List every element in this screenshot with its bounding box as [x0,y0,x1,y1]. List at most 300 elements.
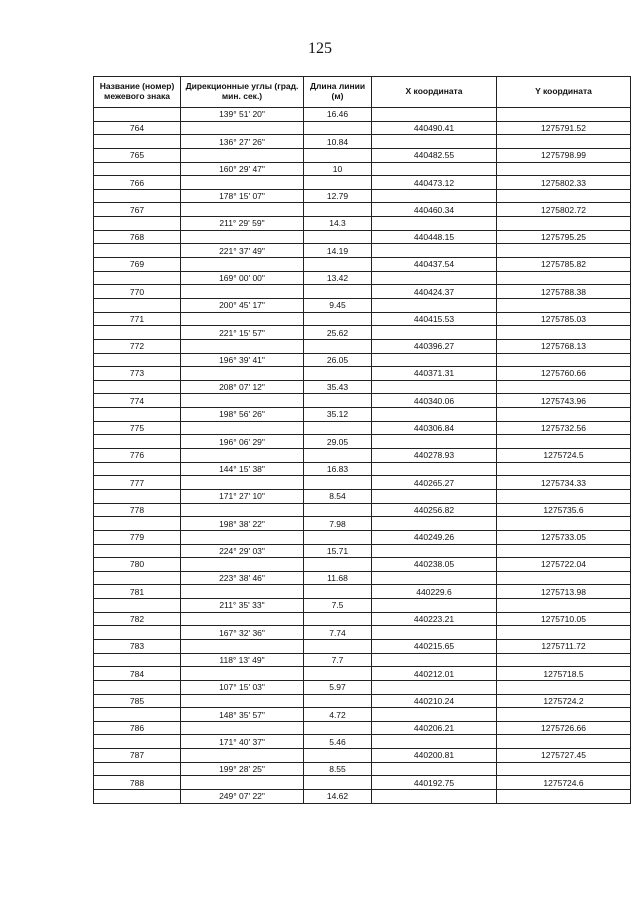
segment-row [94,653,631,667]
empty-cell [497,189,631,203]
segment-row [94,271,631,285]
empty-cell [94,326,181,340]
table-header-row [94,77,631,108]
y-coordinate-cell: 1275724.6 [497,776,631,790]
length-cell: 8.54 [304,489,372,503]
point-id-cell: 788 [94,776,181,790]
empty-cell [304,367,372,381]
empty-cell [372,108,497,122]
empty-cell [304,203,372,217]
point-id-cell: 765 [94,148,181,162]
point-row [94,667,631,681]
x-coordinate-cell: 440371.31 [372,367,497,381]
length-cell: 15.71 [304,544,372,558]
empty-cell [372,571,497,585]
y-coordinate-cell: 1275735.6 [497,503,631,517]
point-row [94,749,631,763]
empty-cell [181,558,304,572]
bearing-cell: 148° 35' 57" [181,708,304,722]
empty-cell [304,394,372,408]
x-coordinate-cell: 440212.01 [372,667,497,681]
empty-cell [181,503,304,517]
bearing-cell: 208° 07' 12" [181,380,304,394]
segment-row [94,189,631,203]
bearing-cell: 198° 38' 22" [181,517,304,531]
empty-cell [372,790,497,804]
point-row [94,176,631,190]
empty-cell [94,599,181,613]
bearing-cell: 198° 56' 26" [181,408,304,422]
point-row [94,258,631,272]
bearing-cell: 171° 27' 10" [181,489,304,503]
segment-row [94,326,631,340]
point-id-cell: 781 [94,585,181,599]
empty-cell [181,121,304,135]
point-row [94,312,631,326]
empty-cell [497,217,631,231]
empty-cell [497,653,631,667]
bearing-cell: 223° 38' 46" [181,571,304,585]
empty-cell [304,558,372,572]
x-coordinate-cell: 440437.54 [372,258,497,272]
point-row [94,612,631,626]
length-cell: 7.7 [304,653,372,667]
y-coordinate-cell: 1275788.38 [497,285,631,299]
segment-row [94,489,631,503]
empty-cell [372,353,497,367]
empty-cell [181,339,304,353]
empty-cell [94,298,181,312]
empty-cell [94,271,181,285]
empty-cell [181,394,304,408]
point-id-cell: 767 [94,203,181,217]
segment-row [94,790,631,804]
length-cell: 16.83 [304,462,372,476]
empty-cell [94,217,181,231]
x-coordinate-cell: 440206.21 [372,721,497,735]
length-cell: 26.05 [304,353,372,367]
empty-cell [94,653,181,667]
point-row [94,585,631,599]
y-coordinate-cell: 1275798.99 [497,148,631,162]
empty-cell [372,735,497,749]
point-row [94,776,631,790]
bearing-cell: 118° 13' 49" [181,653,304,667]
segment-row [94,380,631,394]
y-coordinate-cell: 1275711.72 [497,639,631,653]
point-row [94,449,631,463]
y-coordinate-cell: 1275795.25 [497,230,631,244]
empty-cell [497,735,631,749]
bearing-cell: 107° 15' 03" [181,680,304,694]
y-coordinate-cell: 1275732.56 [497,421,631,435]
empty-cell [94,735,181,749]
empty-cell [94,135,181,149]
point-id-cell: 785 [94,694,181,708]
bearing-cell: 144° 15' 38" [181,462,304,476]
empty-cell [94,680,181,694]
empty-cell [372,298,497,312]
segment-row [94,298,631,312]
length-cell: 4.72 [304,708,372,722]
bearing-cell: 200° 45' 17" [181,298,304,312]
point-id-cell: 779 [94,530,181,544]
point-id-cell: 769 [94,258,181,272]
empty-cell [304,749,372,763]
empty-cell [372,271,497,285]
segment-row [94,735,631,749]
point-row [94,203,631,217]
bearing-cell: 221° 37' 49" [181,244,304,258]
empty-cell [181,148,304,162]
empty-cell [94,790,181,804]
empty-cell [181,421,304,435]
empty-cell [181,367,304,381]
point-row [94,476,631,490]
empty-cell [94,189,181,203]
bearing-cell: 196° 39' 41" [181,353,304,367]
point-row [94,530,631,544]
empty-cell [94,489,181,503]
point-id-cell: 787 [94,749,181,763]
empty-cell [304,449,372,463]
y-coordinate-cell: 1275802.72 [497,203,631,217]
x-coordinate-cell: 440192.75 [372,776,497,790]
length-cell: 7.5 [304,599,372,613]
empty-cell [94,162,181,176]
point-id-cell: 777 [94,476,181,490]
empty-cell [181,176,304,190]
point-id-cell: 764 [94,121,181,135]
bearing-cell: 136° 27' 26" [181,135,304,149]
x-coordinate-cell: 440424.37 [372,285,497,299]
empty-cell [94,408,181,422]
x-coordinate-cell: 440200.81 [372,749,497,763]
empty-cell [181,749,304,763]
empty-cell [181,639,304,653]
point-id-cell: 780 [94,558,181,572]
empty-cell [304,503,372,517]
empty-cell [372,217,497,231]
empty-cell [94,244,181,258]
bearing-cell: 160° 29' 47" [181,162,304,176]
point-id-cell: 783 [94,639,181,653]
point-id-cell: 786 [94,721,181,735]
point-id-cell: 776 [94,449,181,463]
y-coordinate-cell: 1275768.13 [497,339,631,353]
empty-cell [304,230,372,244]
point-id-cell: 770 [94,285,181,299]
empty-cell [497,680,631,694]
segment-row [94,626,631,640]
empty-cell [181,776,304,790]
x-coordinate-cell: 440223.21 [372,612,497,626]
empty-cell [497,135,631,149]
point-row [94,503,631,517]
point-id-cell: 778 [94,503,181,517]
x-coordinate-cell: 440249.26 [372,530,497,544]
empty-cell [497,462,631,476]
empty-cell [497,244,631,258]
length-cell: 14.3 [304,217,372,231]
point-row [94,721,631,735]
x-coordinate-cell: 440482.55 [372,148,497,162]
bearing-cell: 224° 29' 03" [181,544,304,558]
empty-cell [497,408,631,422]
y-coordinate-cell: 1275733.05 [497,530,631,544]
y-coordinate-cell: 1275791.52 [497,121,631,135]
empty-cell [181,612,304,626]
y-coordinate-cell: 1275734.33 [497,476,631,490]
point-row [94,558,631,572]
empty-cell [304,476,372,490]
point-id-cell: 768 [94,230,181,244]
y-coordinate-cell: 1275724.5 [497,449,631,463]
empty-cell [372,189,497,203]
length-cell: 9.45 [304,298,372,312]
y-coordinate-cell: 1275718.5 [497,667,631,681]
page-number: 125 [308,40,332,57]
empty-cell [181,312,304,326]
empty-cell [181,476,304,490]
empty-cell [497,353,631,367]
x-coordinate-cell: 440473.12 [372,176,497,190]
y-coordinate-cell: 1275802.33 [497,176,631,190]
length-cell: 10 [304,162,372,176]
empty-cell [372,653,497,667]
header-point-name: Название (номер) межевого знака [94,77,181,108]
empty-cell [372,135,497,149]
empty-cell [372,517,497,531]
empty-cell [94,435,181,449]
x-coordinate-cell: 440278.93 [372,449,497,463]
x-coordinate-cell: 440229.6 [372,585,497,599]
empty-cell [372,544,497,558]
header-bearing: Дирекционные углы (град. мин. сек.) [181,77,304,108]
point-row [94,285,631,299]
empty-cell [304,694,372,708]
empty-cell [304,776,372,790]
empty-cell [372,626,497,640]
length-cell: 16.46 [304,108,372,122]
y-coordinate-cell: 1275727.45 [497,749,631,763]
empty-cell [497,544,631,558]
y-coordinate-cell: 1275785.03 [497,312,631,326]
empty-cell [94,108,181,122]
empty-cell [181,203,304,217]
empty-cell [94,544,181,558]
point-id-cell: 772 [94,339,181,353]
empty-cell [304,721,372,735]
x-coordinate-cell: 440448.15 [372,230,497,244]
empty-cell [181,530,304,544]
empty-cell [497,435,631,449]
empty-cell [497,380,631,394]
point-row [94,639,631,653]
empty-cell [304,121,372,135]
length-cell: 12.79 [304,189,372,203]
bearing-cell: 211° 29' 59" [181,217,304,231]
length-cell: 7.74 [304,626,372,640]
segment-row [94,244,631,258]
segment-row [94,353,631,367]
empty-cell [497,108,631,122]
empty-cell [94,626,181,640]
length-cell: 10.84 [304,135,372,149]
segment-row [94,408,631,422]
length-cell: 5.46 [304,735,372,749]
bearing-cell: 196° 06' 29" [181,435,304,449]
empty-cell [372,462,497,476]
empty-cell [181,258,304,272]
empty-cell [304,285,372,299]
empty-cell [181,694,304,708]
bearing-cell: 178° 15' 07" [181,189,304,203]
empty-cell [304,585,372,599]
header-x-coordinate: X координата [372,77,497,108]
length-cell: 25.62 [304,326,372,340]
segment-row [94,544,631,558]
x-coordinate-cell: 440256.82 [372,503,497,517]
length-cell: 14.62 [304,790,372,804]
segment-row [94,462,631,476]
empty-cell [497,790,631,804]
bearing-cell: 221° 15' 57" [181,326,304,340]
x-coordinate-cell: 440340.06 [372,394,497,408]
length-cell: 29.05 [304,435,372,449]
empty-cell [497,162,631,176]
empty-cell [372,762,497,776]
length-cell: 8.55 [304,762,372,776]
empty-cell [497,626,631,640]
point-row [94,367,631,381]
length-cell: 35.12 [304,408,372,422]
empty-cell [94,517,181,531]
empty-cell [304,258,372,272]
x-coordinate-cell: 440396.27 [372,339,497,353]
empty-cell [372,435,497,449]
empty-cell [94,462,181,476]
x-coordinate-cell: 440265.27 [372,476,497,490]
empty-cell [304,667,372,681]
segment-row [94,680,631,694]
point-row [94,230,631,244]
empty-cell [497,708,631,722]
segment-row [94,571,631,585]
empty-cell [497,326,631,340]
y-coordinate-cell: 1275726.66 [497,721,631,735]
empty-cell [94,353,181,367]
empty-cell [304,530,372,544]
x-coordinate-cell: 440215.65 [372,639,497,653]
point-row [94,148,631,162]
empty-cell [181,721,304,735]
empty-cell [181,285,304,299]
y-coordinate-cell: 1275713.98 [497,585,631,599]
empty-cell [304,421,372,435]
length-cell: 35.43 [304,380,372,394]
empty-cell [372,380,497,394]
empty-cell [372,162,497,176]
empty-cell [181,449,304,463]
point-id-cell: 774 [94,394,181,408]
coordinates-table [93,76,631,804]
empty-cell [94,380,181,394]
empty-cell [497,489,631,503]
y-coordinate-cell: 1275760.66 [497,367,631,381]
bearing-cell: 211° 35' 33" [181,599,304,613]
bearing-cell: 167° 32' 36" [181,626,304,640]
length-cell: 13.42 [304,271,372,285]
empty-cell [94,708,181,722]
x-coordinate-cell: 440238.05 [372,558,497,572]
empty-cell [497,571,631,585]
empty-cell [304,148,372,162]
segment-row [94,599,631,613]
segment-row [94,217,631,231]
empty-cell [181,667,304,681]
point-id-cell: 771 [94,312,181,326]
length-cell: 11.68 [304,571,372,585]
segment-row [94,762,631,776]
empty-cell [372,326,497,340]
empty-cell [372,244,497,258]
bearing-cell: 139° 51' 20" [181,108,304,122]
x-coordinate-cell: 440306.84 [372,421,497,435]
point-row [94,121,631,135]
segment-row [94,162,631,176]
bearing-cell: 249° 07' 22" [181,790,304,804]
empty-cell [497,271,631,285]
y-coordinate-cell: 1275722.04 [497,558,631,572]
y-coordinate-cell: 1275710.05 [497,612,631,626]
empty-cell [94,762,181,776]
y-coordinate-cell: 1275743.96 [497,394,631,408]
empty-cell [372,599,497,613]
empty-cell [372,708,497,722]
point-id-cell: 775 [94,421,181,435]
header-y-coordinate: Y координата [497,77,631,108]
empty-cell [372,680,497,694]
length-cell: 14.19 [304,244,372,258]
point-row [94,421,631,435]
point-row [94,394,631,408]
point-id-cell: 773 [94,367,181,381]
empty-cell [181,585,304,599]
table-body [94,108,631,804]
x-coordinate-cell: 440210.24 [372,694,497,708]
empty-cell [304,612,372,626]
x-coordinate-cell: 440460.34 [372,203,497,217]
point-id-cell: 766 [94,176,181,190]
x-coordinate-cell: 440415.53 [372,312,497,326]
empty-cell [497,298,631,312]
length-cell: 5.97 [304,680,372,694]
segment-row [94,708,631,722]
empty-cell [497,517,631,531]
empty-cell [94,571,181,585]
bearing-cell: 199° 28' 25" [181,762,304,776]
segment-row [94,108,631,122]
segment-row [94,517,631,531]
x-coordinate-cell: 440490.41 [372,121,497,135]
empty-cell [181,230,304,244]
bearing-cell: 171° 40' 37" [181,735,304,749]
empty-cell [304,639,372,653]
segment-row [94,135,631,149]
y-coordinate-cell: 1275724.2 [497,694,631,708]
empty-cell [304,312,372,326]
